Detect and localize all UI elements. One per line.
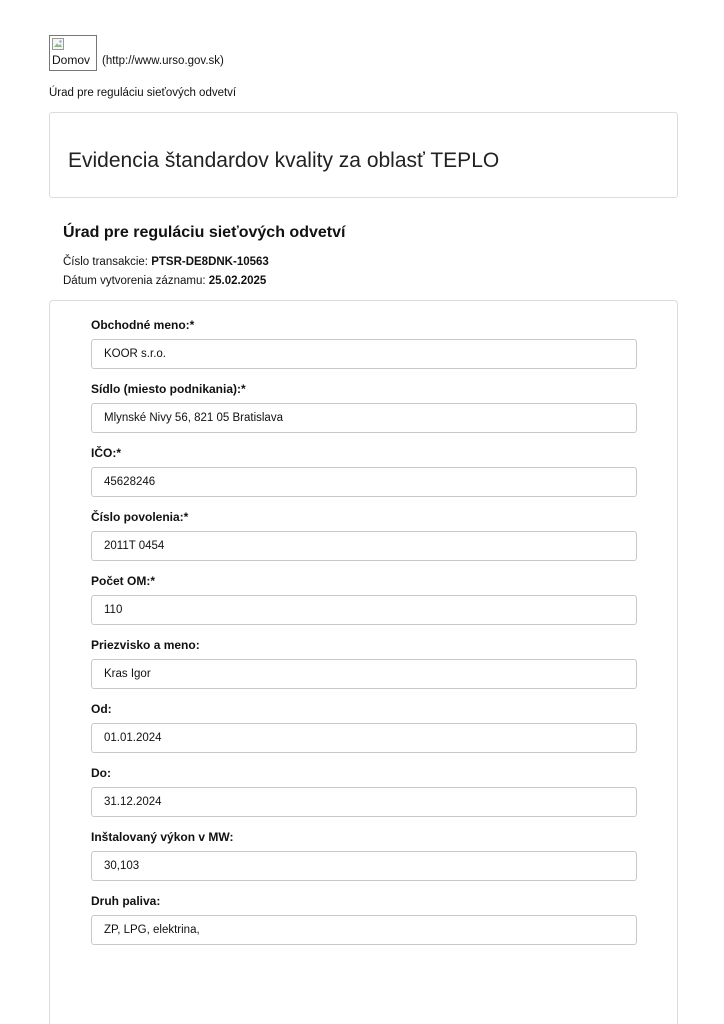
company-name-label: Obchodné meno:* bbox=[91, 318, 195, 332]
broken-image-icon bbox=[52, 38, 64, 50]
field-license-number bbox=[91, 510, 677, 561]
record-created-date bbox=[63, 275, 266, 287]
license-number-label: Číslo povolenia:* bbox=[91, 510, 189, 524]
field-ico bbox=[91, 446, 677, 497]
ico-input[interactable] bbox=[91, 467, 637, 497]
field-installed-power bbox=[91, 830, 677, 881]
transaction-number bbox=[63, 256, 269, 268]
transaction-value: PTSR-DE8DNK-10563 bbox=[151, 256, 269, 268]
logo-url-text: (http://www.urso.gov.sk) bbox=[102, 55, 224, 67]
full-name-input[interactable] bbox=[91, 659, 637, 689]
full-name-label: Priezvisko a meno: bbox=[91, 638, 200, 652]
section-heading: Úrad pre reguláciu sieťových odvetví bbox=[63, 224, 346, 241]
registered-office-input[interactable] bbox=[91, 403, 637, 433]
title-panel bbox=[49, 112, 678, 198]
om-count-label: Počet OM:* bbox=[91, 574, 156, 588]
field-date-to bbox=[91, 766, 677, 817]
logo-image[interactable] bbox=[49, 35, 97, 71]
registered-office-label: Sídlo (miesto podnikania):* bbox=[91, 382, 246, 396]
logo-alt-text: Domov bbox=[52, 53, 91, 67]
created-label: Dátum vytvorenia záznamu: bbox=[63, 275, 209, 287]
home-link[interactable] bbox=[49, 35, 224, 71]
om-count-input[interactable] bbox=[91, 595, 637, 625]
license-number-input[interactable] bbox=[91, 531, 637, 561]
field-date-from bbox=[91, 702, 677, 753]
field-om-count bbox=[91, 574, 677, 625]
transaction-label: Číslo transakcie: bbox=[63, 256, 152, 268]
fuel-type-input[interactable] bbox=[91, 915, 637, 945]
installed-power-label: Inštalovaný výkon v MW: bbox=[91, 830, 234, 844]
agency-name: Úrad pre reguláciu sieťových odvetví bbox=[49, 87, 237, 99]
date-from-input[interactable] bbox=[91, 723, 637, 753]
ico-label: IČO:* bbox=[91, 446, 121, 460]
record-form bbox=[49, 300, 678, 1024]
date-to-label: Do: bbox=[91, 766, 111, 780]
company-name-input[interactable] bbox=[91, 339, 637, 369]
field-fuel-type bbox=[91, 894, 677, 945]
field-company-name bbox=[91, 318, 677, 369]
field-full-name bbox=[91, 638, 677, 689]
page-title: Evidencia štandardov kvality za oblasť TEPLO bbox=[68, 149, 500, 172]
fuel-type-label: Druh paliva: bbox=[91, 894, 161, 908]
created-value: 25.02.2025 bbox=[208, 275, 267, 287]
date-from-label: Od: bbox=[91, 702, 112, 716]
installed-power-input[interactable] bbox=[91, 851, 637, 881]
field-registered-office bbox=[91, 382, 677, 433]
date-to-input[interactable] bbox=[91, 787, 637, 817]
